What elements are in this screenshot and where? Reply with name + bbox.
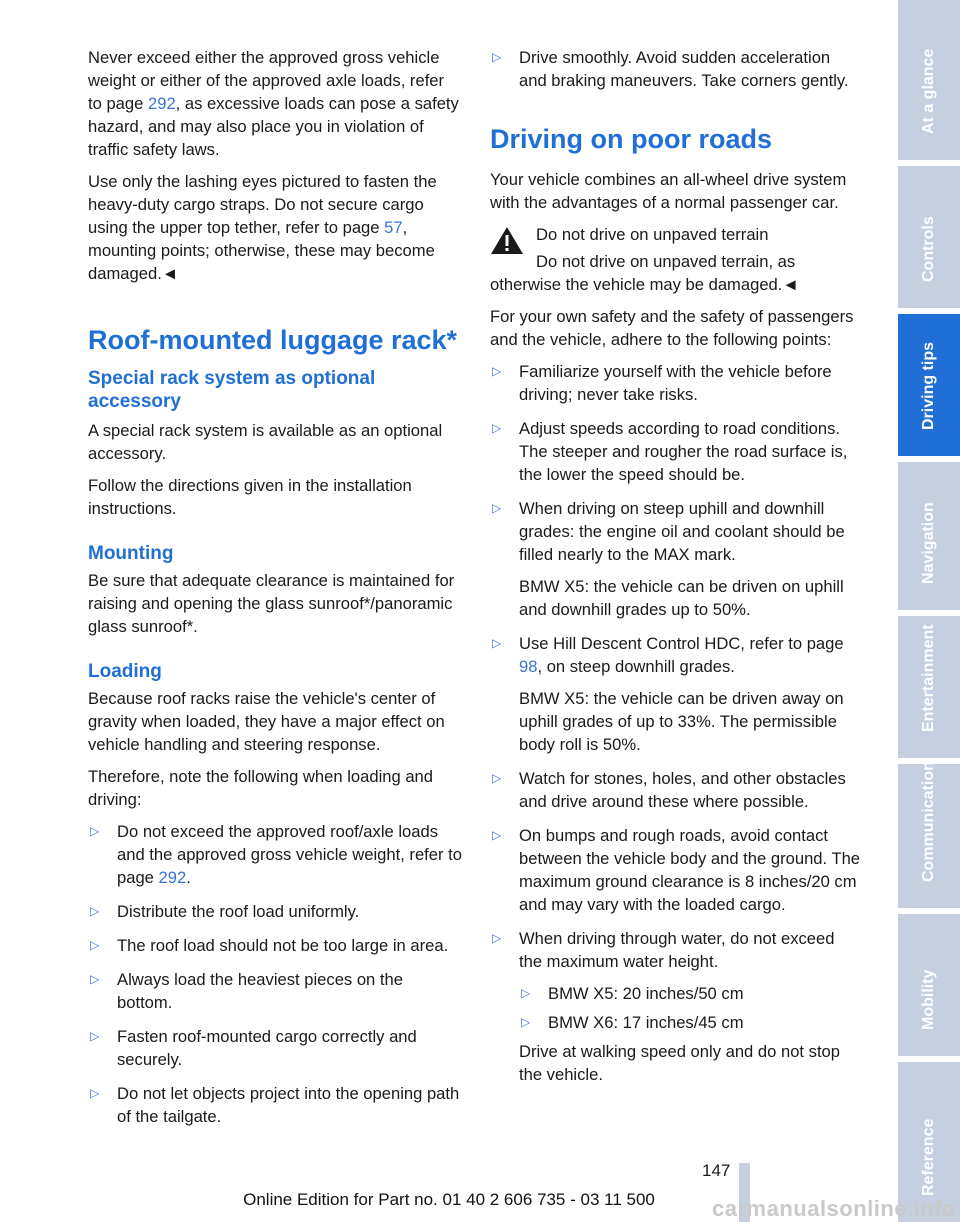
note: BMW X5: the vehicle can be driven away on uphill grades of up to 33%. The permissible body roll is 50%. [519,689,844,754]
heading-loading: Loading [88,661,162,682]
tab-entertainment[interactable] [898,616,960,758]
text: On bumps and rough roads, avoid contact between the vehicle body and the ground. The maximum ground clearance is 8 inches/20 cm and may vary with the loaded cargo. [519,826,861,914]
text: Do not let objects project into the opening path of the tailgate. [117,1084,460,1126]
bullet-icon: ▷ [492,771,502,785]
bullet-icon: ▷ [90,1029,100,1043]
water-height-list [519,982,862,1034]
paragraph-special-2: Follow the directions given in the installation instructions. [88,476,412,518]
tab-controls[interactable] [898,166,960,308]
text: Familiarize yourself with the vehicle before driving; never take risks. [519,362,832,404]
text: Use only the lashing eyes pictured to fasten the heavy-duty cargo straps. Do not secure cargo using the upper top tether, refer to page [88,172,437,237]
page-link[interactable]: 98 [519,657,538,676]
paragraph-loading-2: Therefore, note the following when loading and driving: [88,767,434,809]
tab-communication[interactable] [898,761,960,908]
bullet-icon: ▷ [492,501,502,515]
tab-driving-tips[interactable] [898,314,960,456]
warning-text: Do not drive on unpaved terrain, as otherwise the vehicle may be damaged.◄ [490,252,799,294]
chapter-tabs [898,0,960,1222]
tab-label: Reference [920,1118,937,1196]
list-item [519,1011,862,1034]
list-item [88,934,462,957]
paragraph-special-1: A special rack system is available as an optional accessory. [88,421,443,463]
bullet-icon: ▷ [90,938,100,952]
warning-title: Do not drive on unpaved terrain [536,225,769,244]
list-item [519,982,862,1005]
tab-label: At a glance [920,48,937,134]
text: Watch for stones, holes, and other obstacles and drive around these where possible. [519,769,846,811]
tab-navigation[interactable] [898,462,960,610]
paragraph-loading-1: Because roof racks raise the vehicle's center of gravity when loaded, they have a major effect on vehicle handling and steering response. [88,689,445,754]
text: When driving on steep uphill and downhill grades: the engine oil and coolant should be filled nearly to the MAX mark. [519,499,845,564]
bullet-icon: ▷ [492,828,502,842]
tab-label: Communication [920,761,937,882]
heading-poor-roads: Driving on poor roads [490,124,773,154]
tab-label: Entertainment [920,624,937,732]
note: BMW X5: the vehicle can be driven on uphill and downhill grades up to 50%. [519,577,844,619]
list-item [490,46,862,92]
list-item [88,968,462,1014]
bullet-icon: ▷ [90,824,100,838]
text: The roof load should not be too large in area. [117,936,449,955]
list-item [88,1082,462,1128]
list-item [490,767,862,813]
list-item [88,1025,462,1071]
list-item [88,900,462,923]
paragraph-safety: For your own safety and the safety of passengers and the vehicle, adhere to the following points: [490,307,854,349]
page-link[interactable]: 292 [158,868,187,887]
tab-at-a-glance[interactable] [898,0,960,160]
page-link[interactable]: 57 [384,218,403,237]
list-item [490,497,862,621]
text: Do not exceed the approved roof/axle loads and the approved gross vehicle weight, refer to page [117,822,462,887]
warning-icon [490,225,524,255]
bullet-icon: ▷ [521,1015,531,1029]
text: Use Hill Descent Control HDC, refer to page [519,634,844,653]
text: Adjust speeds according to road conditions. The steeper and rougher the road surface is, the lower the speed should be. [519,419,848,484]
left-column [88,46,462,1139]
driving-list-top [490,46,862,92]
text: Drive smoothly. Avoid sudden acceleration and braking maneuvers. Take corners gently. [519,48,849,90]
tab-mobility[interactable] [898,914,960,1056]
driving-list [490,360,862,1086]
bullet-icon: ▷ [521,986,531,1000]
text: Never exceed either the approved gross vehicle weight or either of the approved axle loads, refer to page [88,48,445,113]
bullet-icon: ▷ [492,931,502,945]
paragraph-load-limits [88,46,462,161]
paragraph-mounting: Be sure that adequate clearance is maintained for raising and opening the glass sunroof*/panoramic glass sunroof*. [88,571,455,636]
loading-list [88,820,462,1128]
note: Drive at walking speed only and do not stop the vehicle. [519,1042,841,1084]
page-link[interactable]: 292 [147,94,176,113]
text: , on steep downhill grades. [537,657,735,676]
tab-label: Driving tips [920,341,937,430]
list-item [490,824,862,916]
list-item [490,927,862,1086]
tab-label: Mobility [920,969,937,1030]
list-item [88,820,462,889]
bullet-icon: ▷ [90,904,100,918]
right-column [490,46,862,1097]
text: . [186,868,191,887]
heading-roof-rack: Roof-mounted luggage rack* [88,325,458,355]
bullet-icon: ▷ [492,421,502,435]
list-item [490,360,862,406]
text: BMW X6: 17 inches/45 cm [548,1013,744,1032]
tab-label: Navigation [920,502,937,584]
tab-label: Controls [920,216,937,282]
heading-special-rack: Special rack system as optional accessory [88,368,376,412]
text: , mounting points; otherwise, these may become damaged.◄ [88,218,435,283]
paragraph-awd: Your vehicle combines an all-wheel drive system with the advantages of a normal passenger car. [490,170,847,212]
bullet-icon: ▷ [90,1086,100,1100]
bullet-icon: ▷ [492,364,502,378]
footer-text: Online Edition for Part no. 01 40 2 606 735 - 03 11 500 [243,1190,655,1209]
heading-mounting: Mounting [88,543,174,564]
text: When driving through water, do not exceed the maximum water height. [519,929,835,971]
text: Fasten roof-mounted cargo correctly and securely. [117,1027,417,1069]
watermark: carmanualsonline.info [712,1196,956,1221]
page-number: 147 [702,1161,731,1180]
bullet-icon: ▷ [90,972,100,986]
text: Distribute the roof load uniformly. [117,902,360,921]
text: BMW X5: 20 inches/50 cm [548,984,744,1003]
list-item [490,417,862,486]
text: Always load the heaviest pieces on the bottom. [117,970,403,1012]
paragraph-lashing-eyes [88,170,462,285]
text: , as excessive loads can pose a safety hazard, and may also place you in violation of traffic safety laws. [88,94,459,159]
bullet-icon: ▷ [492,50,502,64]
bullet-icon: ▷ [492,636,502,650]
list-item [490,632,862,756]
warning-box [490,223,862,296]
